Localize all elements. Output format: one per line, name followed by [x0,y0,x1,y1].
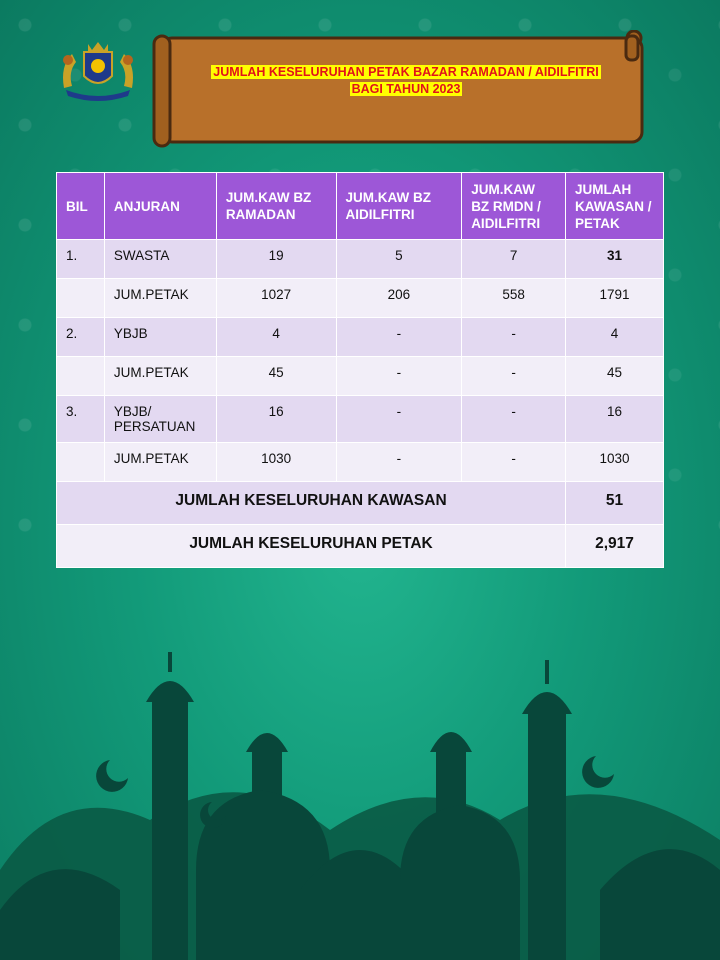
table-row [57,357,664,396]
table-row [57,240,664,279]
header-jum-kaw-bz-rmdn-aidilfitri: JUM.KAW BZ RMDN / AIDILFITRI [462,173,566,240]
cell-rmdn-aidilfitri: 7 [462,240,566,279]
cell-rmdn-aidilfitri: 558 [462,279,566,318]
cell-anjuran: YBJB/ PERSATUAN [104,396,216,443]
total-petak-value: 2,917 [566,525,664,568]
mosque-silhouette-illustration [0,640,720,960]
bazaar-summary-table [56,172,664,568]
header-bil: BIL [57,173,105,240]
cell-bil [57,357,105,396]
cell-rmdn-aidilfitri: - [462,318,566,357]
cell-jumlah: 1030 [566,443,664,482]
cell-aidilfitri: - [336,396,462,443]
cell-ramadan: 1030 [216,443,336,482]
total-petak-label: JUMLAH KESELURUHAN PETAK [57,525,566,568]
cell-aidilfitri: - [336,318,462,357]
cell-aidilfitri: - [336,357,462,396]
header-anjuran: ANJURAN [104,173,216,240]
cell-anjuran: SWASTA [104,240,216,279]
cell-jumlah: 16 [566,396,664,443]
cell-jumlah: 31 [566,240,664,279]
cell-anjuran: JUM.PETAK [104,443,216,482]
total-kawasan-label: JUMLAH KESELURUHAN KAWASAN [57,482,566,525]
cell-aidilfitri: 5 [336,240,462,279]
header-jumlah-kawasan-petak: JUMLAH KAWASAN / PETAK [566,173,664,240]
cell-ramadan: 4 [216,318,336,357]
table-row [57,318,664,357]
cell-bil [57,443,105,482]
cell-jumlah: 45 [566,357,664,396]
cell-ramadan: 1027 [216,279,336,318]
table-row [57,396,664,443]
cell-rmdn-aidilfitri: - [462,357,566,396]
cell-jumlah: 4 [566,318,664,357]
title-line-2: BAGI TAHUN 2023 [351,82,461,96]
cell-rmdn-aidilfitri: - [462,443,566,482]
cell-bil [57,279,105,318]
header-jum-kaw-bz-ramadan: JUM.KAW BZ RAMADAN [216,173,336,240]
cell-jumlah: 1791 [566,279,664,318]
council-crest-logo [58,36,138,102]
cell-bil: 2. [57,318,105,357]
cell-anjuran: JUM.PETAK [104,279,216,318]
cell-ramadan: 19 [216,240,336,279]
table-row [57,279,664,318]
table-row [57,443,664,482]
title-line-1: JUMLAH KESELURUHAN PETAK BAZAR RAMADAN / AIDILFITRI [213,65,599,79]
cell-ramadan: 45 [216,357,336,396]
cell-anjuran: YBJB [104,318,216,357]
table-header-row [57,173,664,240]
cell-aidilfitri: 206 [336,279,462,318]
cell-bil: 3. [57,396,105,443]
total-petak-row [57,525,664,568]
total-kawasan-value: 51 [566,482,664,525]
cell-anjuran: JUM.PETAK [104,357,216,396]
page-title [176,64,636,98]
total-kawasan-row [57,482,664,525]
header-jum-kaw-bz-aidilfitri: JUM.KAW BZ AIDILFITRI [336,173,462,240]
cell-aidilfitri: - [336,443,462,482]
cell-bil: 1. [57,240,105,279]
cell-ramadan: 16 [216,396,336,443]
cell-rmdn-aidilfitri: - [462,396,566,443]
